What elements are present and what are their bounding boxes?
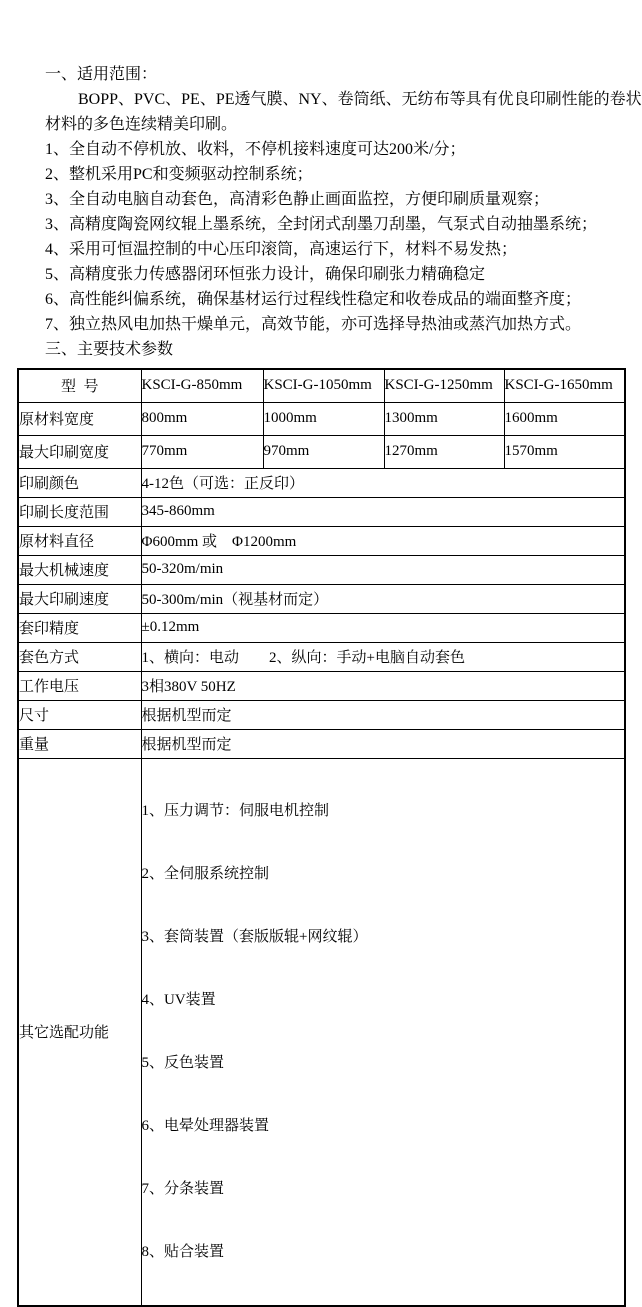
table-row-material-diameter: [18, 526, 625, 555]
table-row-optional-features: [18, 758, 625, 1306]
spec-value-cell: 1300mm: [384, 402, 504, 435]
feature-item-7: 7、独立热风电加热干燥单元，高效节能，亦可选择导热油或蒸汽加热方式。: [45, 316, 582, 333]
table-row-register-accuracy: [18, 613, 625, 642]
spec-label-cell: 套色方式: [18, 642, 141, 671]
feature-item-5: 5、高精度张力传感器闭环恒张力设计，确保印刷张力精确稳定: [45, 266, 486, 283]
spec-value-cell: 4-12色（可选：正反印）: [141, 468, 625, 497]
spec-value-cell: 1000mm: [263, 402, 384, 435]
table-row-register-mode: [18, 642, 625, 671]
table-row-weight: [18, 729, 625, 758]
optional-feature-item: 3、套筒装置（套版版辊+网纹辊）: [141, 928, 368, 945]
table-row-print-colors: [18, 468, 625, 497]
optional-feature-item: 4、UV装置: [141, 991, 216, 1008]
spec-label-cell: 最大印刷宽度: [18, 435, 141, 468]
model-name-cell: KSCI-G-1250mm: [384, 369, 504, 402]
feature-item-3a: 3、全自动电脑自动套色，高清彩色静止画面监控，方便印刷质量观察；: [45, 191, 550, 208]
spec-label-cell: 印刷长度范围: [18, 497, 141, 526]
spec-value-cell: 800mm: [141, 402, 263, 435]
model-name-cell: KSCI-G-1050mm: [263, 369, 384, 402]
spec-value-cell: 1270mm: [384, 435, 504, 468]
spec-table: [17, 368, 626, 1307]
optional-feature-item: 7、分条装置: [141, 1180, 225, 1197]
spec-value-cell: 1570mm: [504, 435, 625, 468]
table-row-print-length-range: [18, 497, 625, 526]
optional-feature-item: 8、贴合装置: [141, 1243, 225, 1260]
table-row-material-width: [18, 402, 625, 435]
spec-value-cell: 3相380V 50HZ: [141, 671, 625, 700]
spec-value-cell: 1600mm: [504, 402, 625, 435]
optional-feature-item: 2、全伺服系统控制: [141, 865, 270, 882]
spec-label-cell: 尺寸: [18, 700, 141, 729]
table-row-max-mechanical-speed: [18, 555, 625, 584]
spec-value-cell: ±0.12mm: [141, 613, 625, 642]
spec-value-cell: 根据机型而定: [141, 700, 625, 729]
spec-label-cell: 工作电压: [18, 671, 141, 700]
table-header-row: [18, 369, 625, 402]
spec-value-cell: 50-320m/min: [141, 555, 625, 584]
spec-value-cell: 1、横向：电动 2、纵向：手动+电脑自动套色: [141, 642, 625, 671]
spec-value-cell: 970mm: [263, 435, 384, 468]
feature-item-3b: 3、高精度陶瓷网纹辊上墨系统，全封闭式刮墨刀刮墨，气泵式自动抽墨系统；: [45, 216, 598, 233]
spec-label-cell: 原材料宽度: [18, 402, 141, 435]
table-row-max-print-width: [18, 435, 625, 468]
feature-item-6: 6、高性能纠偏系统，确保基材运行过程线性稳定和收卷成品的端面整齐度；: [45, 291, 582, 308]
spec-label-cell: 最大印刷速度: [18, 584, 141, 613]
spec-label-cell: 最大机械速度: [18, 555, 141, 584]
optional-feature-item: 1、压力调节：伺服电机控制: [141, 802, 330, 819]
spec-label-cell: 原材料直径: [18, 526, 141, 555]
feature-item-4: 4、采用可恒温控制的中心压印滚筒，高速运行下，材料不易发热；: [45, 241, 518, 258]
model-name-cell: KSCI-G-1650mm: [504, 369, 625, 402]
optional-feature-item: 5、反色装置: [141, 1054, 225, 1071]
spec-value-cell: Φ600mm 或 Φ1200mm: [141, 526, 625, 555]
spec-label-cell: 其它选配功能: [18, 758, 141, 1306]
section-heading-parameters: 三、主要技术参数: [45, 341, 174, 358]
scope-paragraph-line-2: 材料的多色连续精美印刷。: [45, 116, 238, 133]
model-name-cell: KSCI-G-850mm: [141, 369, 263, 402]
table-row-max-print-speed: [18, 584, 625, 613]
spec-label-cell: 重量: [18, 729, 141, 758]
spec-label-cell: 套印精度: [18, 613, 141, 642]
spec-label-cell: 印刷颜色: [18, 468, 141, 497]
spec-value-cell: 770mm: [141, 435, 263, 468]
section-heading-scope: 一、适用范围：: [45, 66, 158, 83]
spec-value-cell: 50-300m/min（视基材而定）: [141, 584, 625, 613]
table-row-working-voltage: [18, 671, 625, 700]
spec-value-cell: 根据机型而定: [141, 729, 625, 758]
optional-feature-item: 6、电晕处理器装置: [141, 1117, 270, 1134]
table-row-dimensions: [18, 700, 625, 729]
optional-features-cell: [141, 758, 625, 1306]
model-header-cell: 型 号: [18, 369, 141, 402]
scope-paragraph-line-1: BOPP、PVC、PE、PE透气膜、NY、卷筒纸、无纺布等具有优良印刷性能的卷状: [78, 91, 642, 108]
feature-item-2: 2、整机采用PC和变频驱动控制系统；: [45, 166, 313, 183]
feature-item-1: 1、全自动不停机放、收料，不停机接料速度可达200米/分；: [45, 141, 466, 158]
spec-value-cell: 345-860mm: [141, 497, 625, 526]
intro-section: [45, 62, 642, 362]
